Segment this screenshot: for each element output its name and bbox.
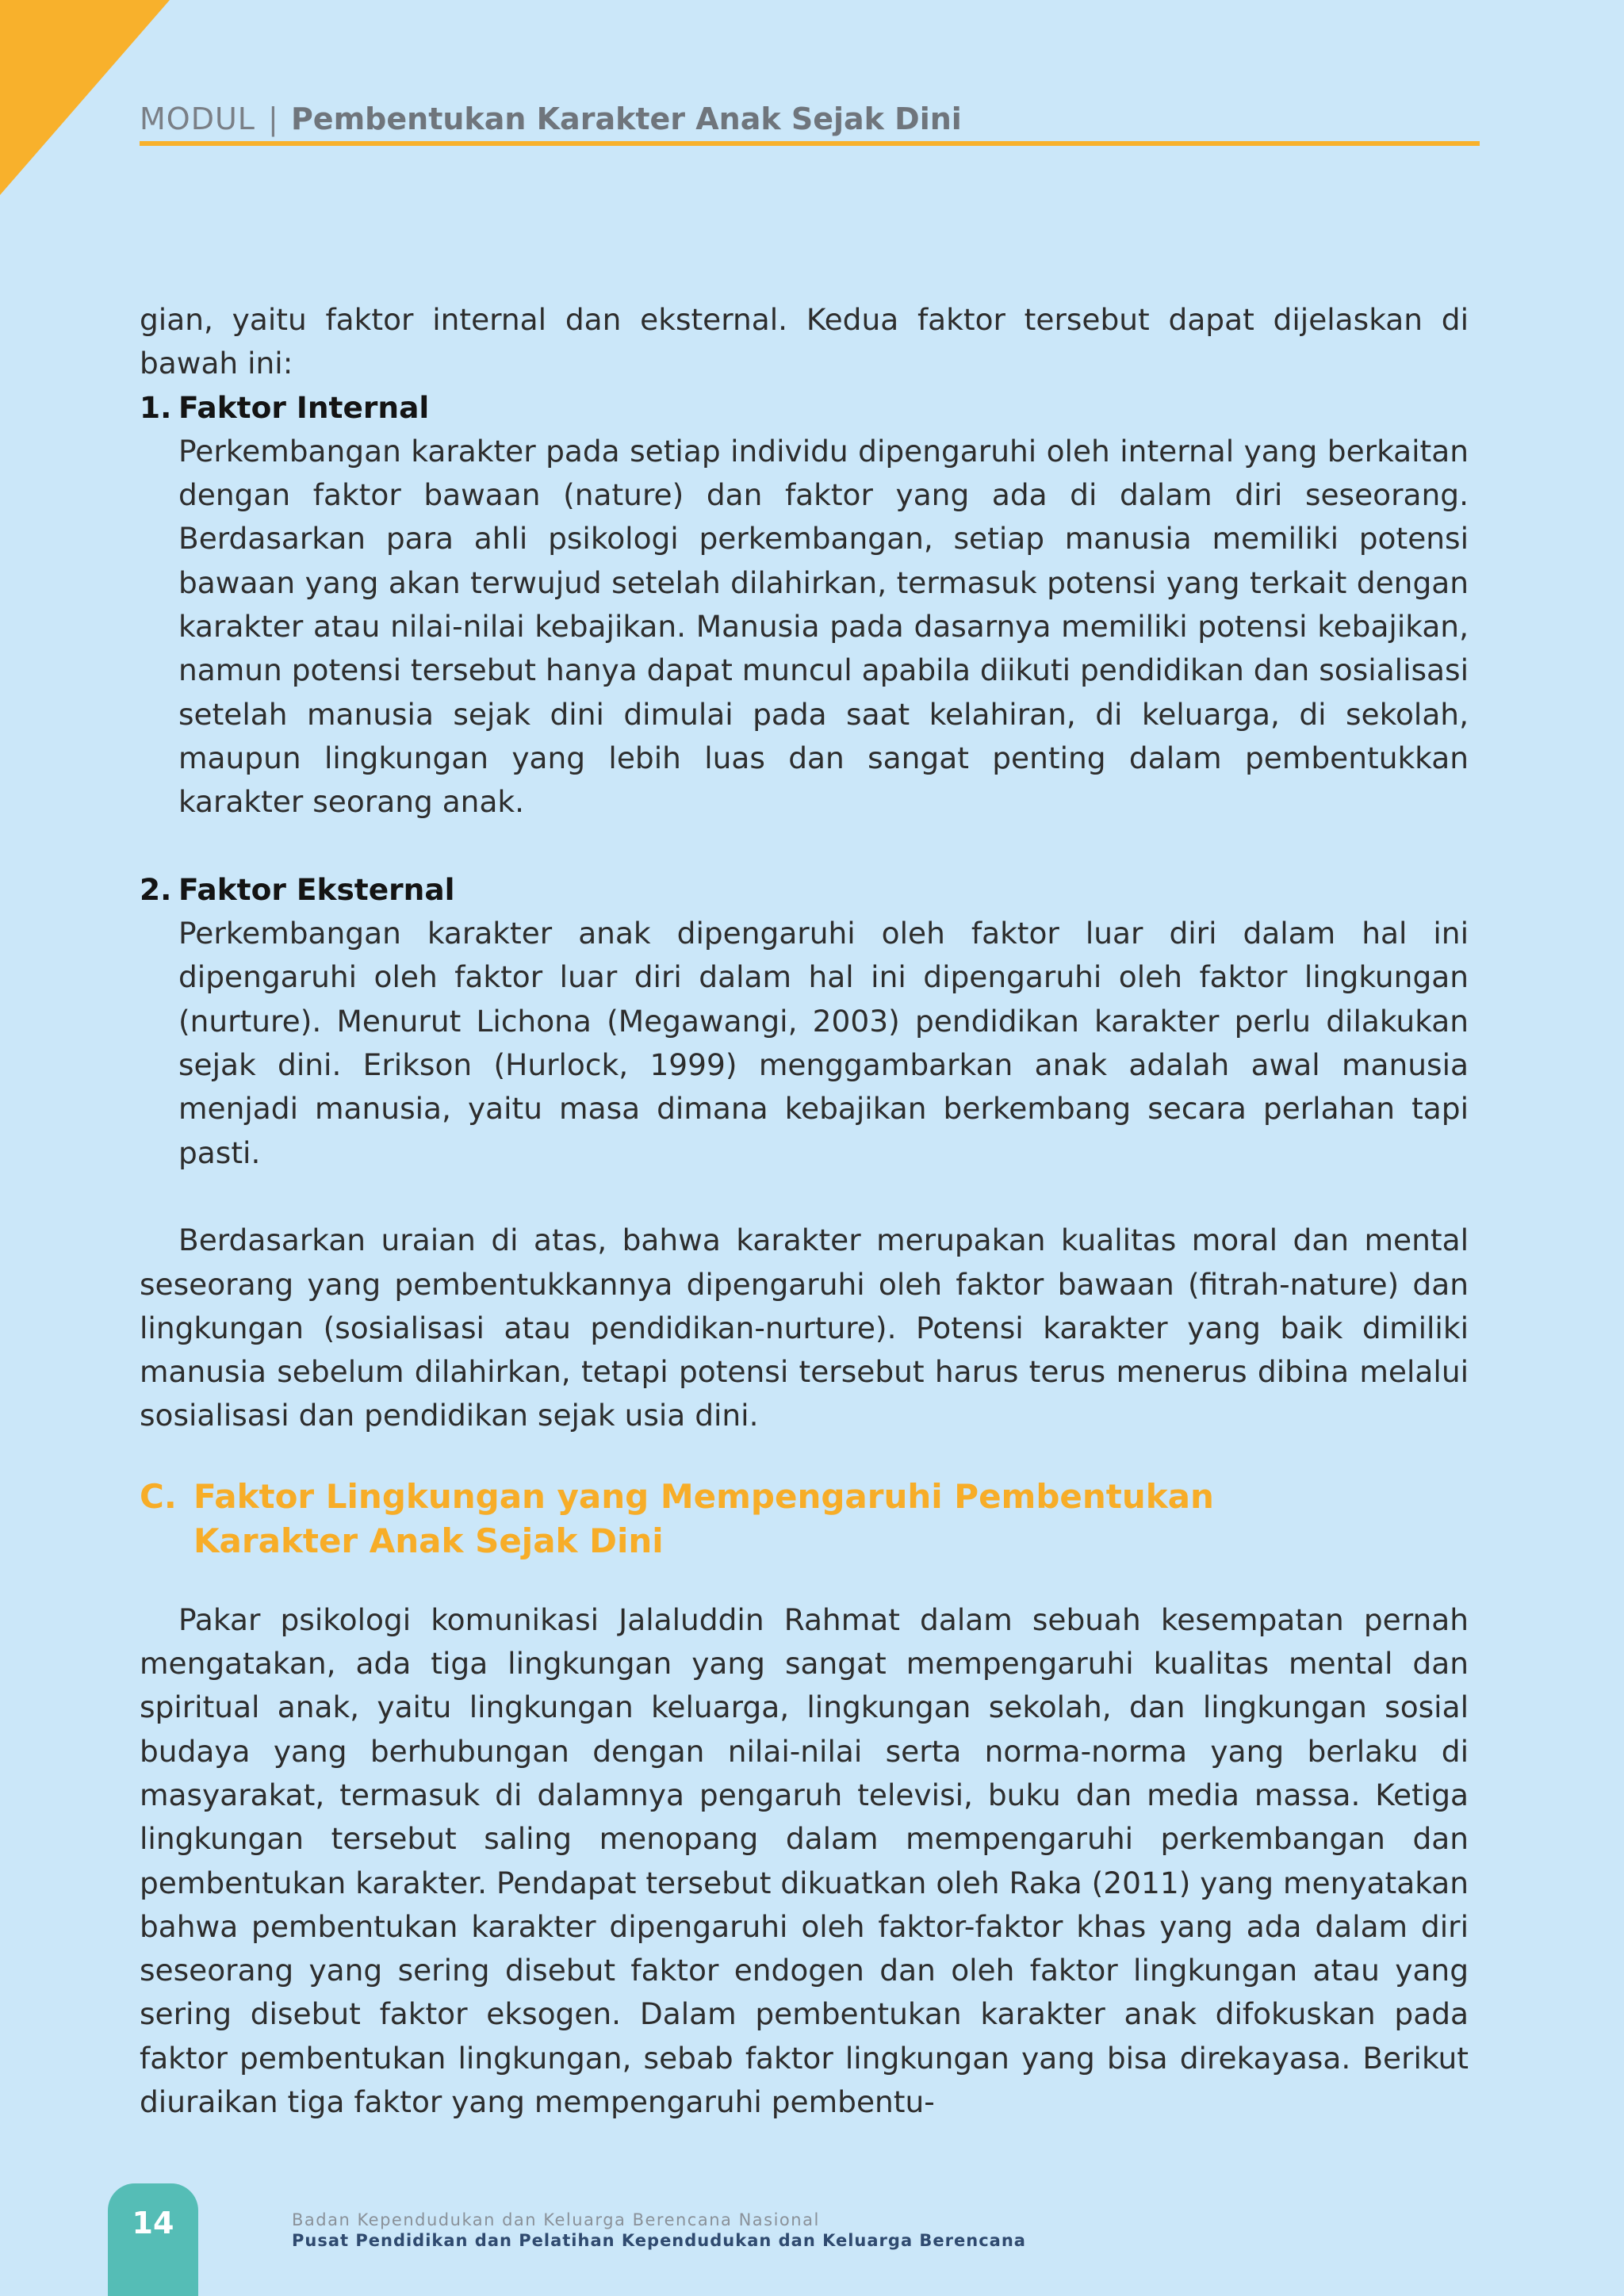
page-content — [140, 298, 1469, 2124]
list-item-body: Perkembangan karakter pada setiap individu dipengaruhi oleh internal yang berkaitan dengan faktor bawaan (nature) dan faktor yang ada di dalam diri seseorang. Berdasarkan para ahli psikologi perkembangan, setiap manusia memiliki potensi bawaan yang akan terwujud setelah dilahirkan, termasuk potensi yang terkait dengan karakter atau nilai-nilai kebajikan. Manusia pada dasarnya memiliki potensi kebajikan, namun potensi tersebut hanya dapat muncul apabila diikuti pendidikan dan sosialisasi setelah manusia sejak dini dimulai pada saat kelahiran, di keluarga, di sekolah, maupun lingkungan yang lebih luas dan sangat penting dalam pembentukkan karakter seorang anak. — [178, 433, 1469, 820]
list-item-title: Faktor Eksternal — [178, 871, 455, 907]
spacer — [140, 1438, 1469, 1475]
page-number-tab — [108, 2183, 198, 2296]
running-header — [140, 100, 1480, 138]
spacer — [140, 1175, 1469, 1219]
list-item-title: Faktor Internal — [178, 389, 430, 425]
list-item-number: 2. — [140, 871, 172, 907]
header-title: Pembentukan Karakter Anak Sejak Dini — [290, 101, 962, 136]
footer-org-line1: Badan Kependudukan dan Keluarga Berencana Nasional — [292, 2210, 820, 2229]
section-title-line2: Karakter Anak Sejak Dini — [193, 1521, 664, 1560]
corner-decoration — [0, 0, 170, 195]
module-label: MODUL — [140, 101, 255, 136]
header-rule — [140, 141, 1480, 146]
list-item-number: 1. — [140, 389, 172, 425]
section-letter: C. — [140, 1476, 177, 1516]
list-item-heading — [140, 868, 1469, 912]
page-number: 14 — [132, 2206, 174, 2241]
intro-paragraph: gian, yaitu faktor internal dan eksternal. Kedua faktor tersebut dapat dijelaskan di bawah ini: — [140, 302, 1469, 381]
section-body-paragraph: Pakar psikologi komunikasi Jalaluddin Rahmat dalam sebuah kesempatan pernah mengatakan, ada tiga lingkungan yang sangat mempengaruhi kualitas mental dan spiritual anak, yaitu lingkungan keluarga, lingkungan sekolah, dan lingkungan sosial budaya yang berhubungan dengan nilai-nilai serta norma-norma yang berlaku di masyarakat, termasuk di dalamnya pengaruh televisi, buku dan media massa. Ketiga lingkungan tersebut saling menopang dalam mempengaruhi perkembangan dan pembentukan karakter. Pendapat tersebut dikuatkan oleh Raka (2011) yang menyatakan bahwa pembentukan karakter dipengaruhi oleh faktor-faktor khas yang ada dalam diri seseorang yang sering disebut faktor endogen dan oleh faktor lingkungan atau yang sering disebut faktor eksogen. Dalam pembentukan karakter anak difokuskan pada faktor pembentukan lingkungan, sebab faktor lingkungan yang bisa direkayasa. Berikut diuraikan tiga faktor yang mempengaruhi pembentu- — [140, 1601, 1469, 2119]
header-separator: | — [268, 101, 278, 136]
list-item-body: Perkembangan karakter anak dipengaruhi oleh faktor luar diri dalam hal ini dipengaruhi oleh faktor luar diri dalam hal ini dipengaruhi oleh faktor lingkungan (nurture). Menurut Lichona (Megawangi, 2003) pendidikan karakter perlu dilakukan sejak dini. Erikson (Hurlock, 1999) menggambarkan anak adalah awal manusia menjadi manusia, yaitu masa dimana kebajikan berkembang secara perlahan tapi pasti. — [178, 916, 1469, 1170]
footer-org-line2: Pusat Pendidikan dan Pelatihan Kependudukan dan Keluarga Berencana — [292, 2231, 1026, 2250]
section-heading — [140, 1475, 1469, 1563]
list-item-internal — [140, 386, 1469, 825]
spacer — [140, 1563, 1469, 1598]
summary-paragraph: Berdasarkan uraian di atas, bahwa karakter merupakan kualitas moral dan mental seseorang yang pembentukkannya dipengaruhi oleh faktor bawaan (fitrah-nature) dan lingkungan (sosialisasi atau pendidikan-nurture). Potensi karakter yang baik dimiliki manusia sebelum dilahirkan, tetapi potensi tersebut harus terus menerus dibina melalui sosialisasi dan pendidikan sejak usia dini. — [140, 1223, 1469, 1433]
spacer — [140, 825, 1469, 868]
section-title-line1: Faktor Lingkungan yang Mempengaruhi Pembentukan — [193, 1476, 1214, 1516]
list-item-external — [140, 868, 1469, 1175]
list-item-heading — [140, 386, 1469, 430]
